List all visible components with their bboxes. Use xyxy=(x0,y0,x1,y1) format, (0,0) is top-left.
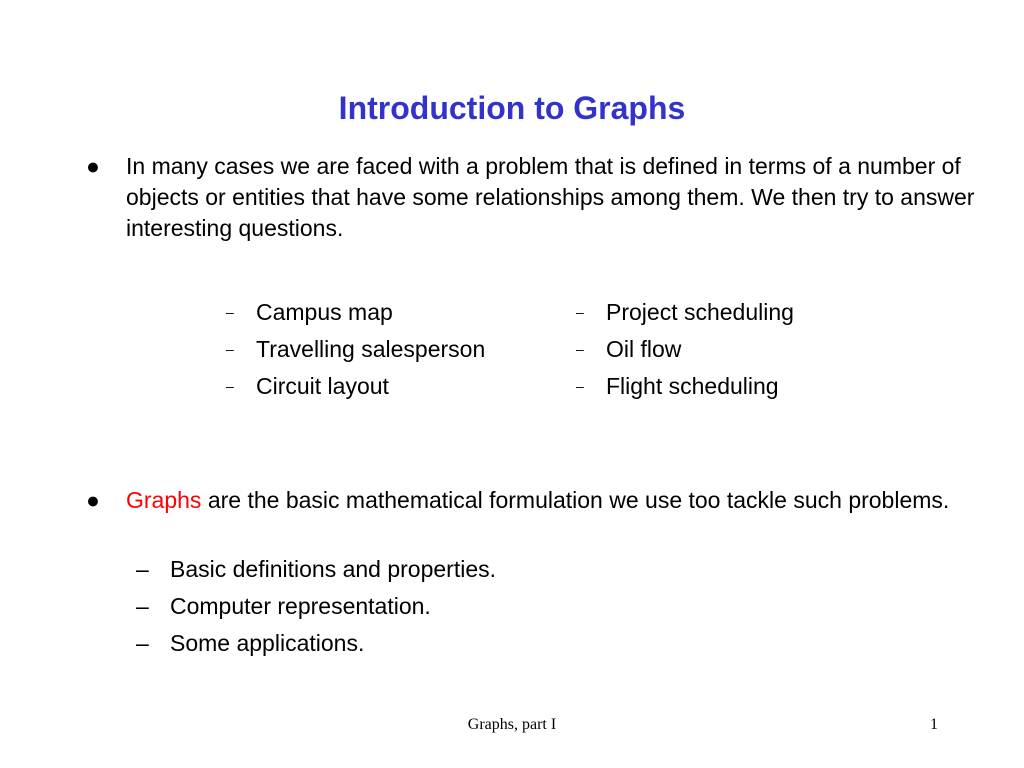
bullet-text: In many cases we are faced with a problem that is defined in terms of a number of objects or entities that have some relationships among them. We then try to answer interesting questions. xyxy=(126,153,975,241)
slide-title: Introduction to Graphs xyxy=(338,90,686,126)
page-number: 1 xyxy=(930,716,938,733)
bullet-dot: ● xyxy=(86,487,100,513)
dash-marker: – xyxy=(226,341,234,357)
sub-bullet-list xyxy=(136,551,936,662)
dash-marker: – xyxy=(576,341,584,357)
example-item xyxy=(576,331,906,368)
examples-left-column xyxy=(226,294,556,405)
example-item xyxy=(226,368,556,405)
example-label: Project scheduling xyxy=(606,299,794,325)
example-item xyxy=(226,294,556,331)
footer-title: Graphs, part I xyxy=(467,716,557,733)
dash-marker: – xyxy=(226,378,234,394)
sub-bullet-label: Basic definitions and properties. xyxy=(170,556,497,582)
sub-bullet-item xyxy=(136,625,936,662)
sub-bullet-label: Some applications. xyxy=(170,630,365,656)
dash-marker: – xyxy=(136,556,149,582)
example-label: Travelling salesperson xyxy=(256,336,486,362)
example-label: Oil flow xyxy=(606,336,682,362)
bullet-text xyxy=(126,485,986,516)
bullet-problem-intro xyxy=(86,151,986,247)
sub-bullet-label: Computer representation. xyxy=(170,593,431,619)
example-label: Circuit layout xyxy=(256,373,389,399)
dash-marker: – xyxy=(576,304,584,320)
bullet-graphs-definition xyxy=(86,485,986,665)
dash-marker: – xyxy=(576,378,584,394)
dash-marker: – xyxy=(226,304,234,320)
example-item xyxy=(226,331,556,368)
example-item xyxy=(576,368,906,405)
bullet-dot: ● xyxy=(86,153,100,179)
dash-marker: – xyxy=(136,593,149,619)
sub-bullet-item xyxy=(136,588,936,625)
example-label: Campus map xyxy=(256,299,393,325)
example-item xyxy=(576,294,906,331)
sub-bullet-item xyxy=(136,551,936,588)
bullet-text-rest: are the basic mathematical formulation we use too tackle such problems. xyxy=(201,487,950,513)
examples-right-column xyxy=(576,294,906,405)
example-label: Flight scheduling xyxy=(606,373,779,399)
highlight-term: Graphs xyxy=(126,487,202,513)
dash-marker: – xyxy=(136,630,149,656)
